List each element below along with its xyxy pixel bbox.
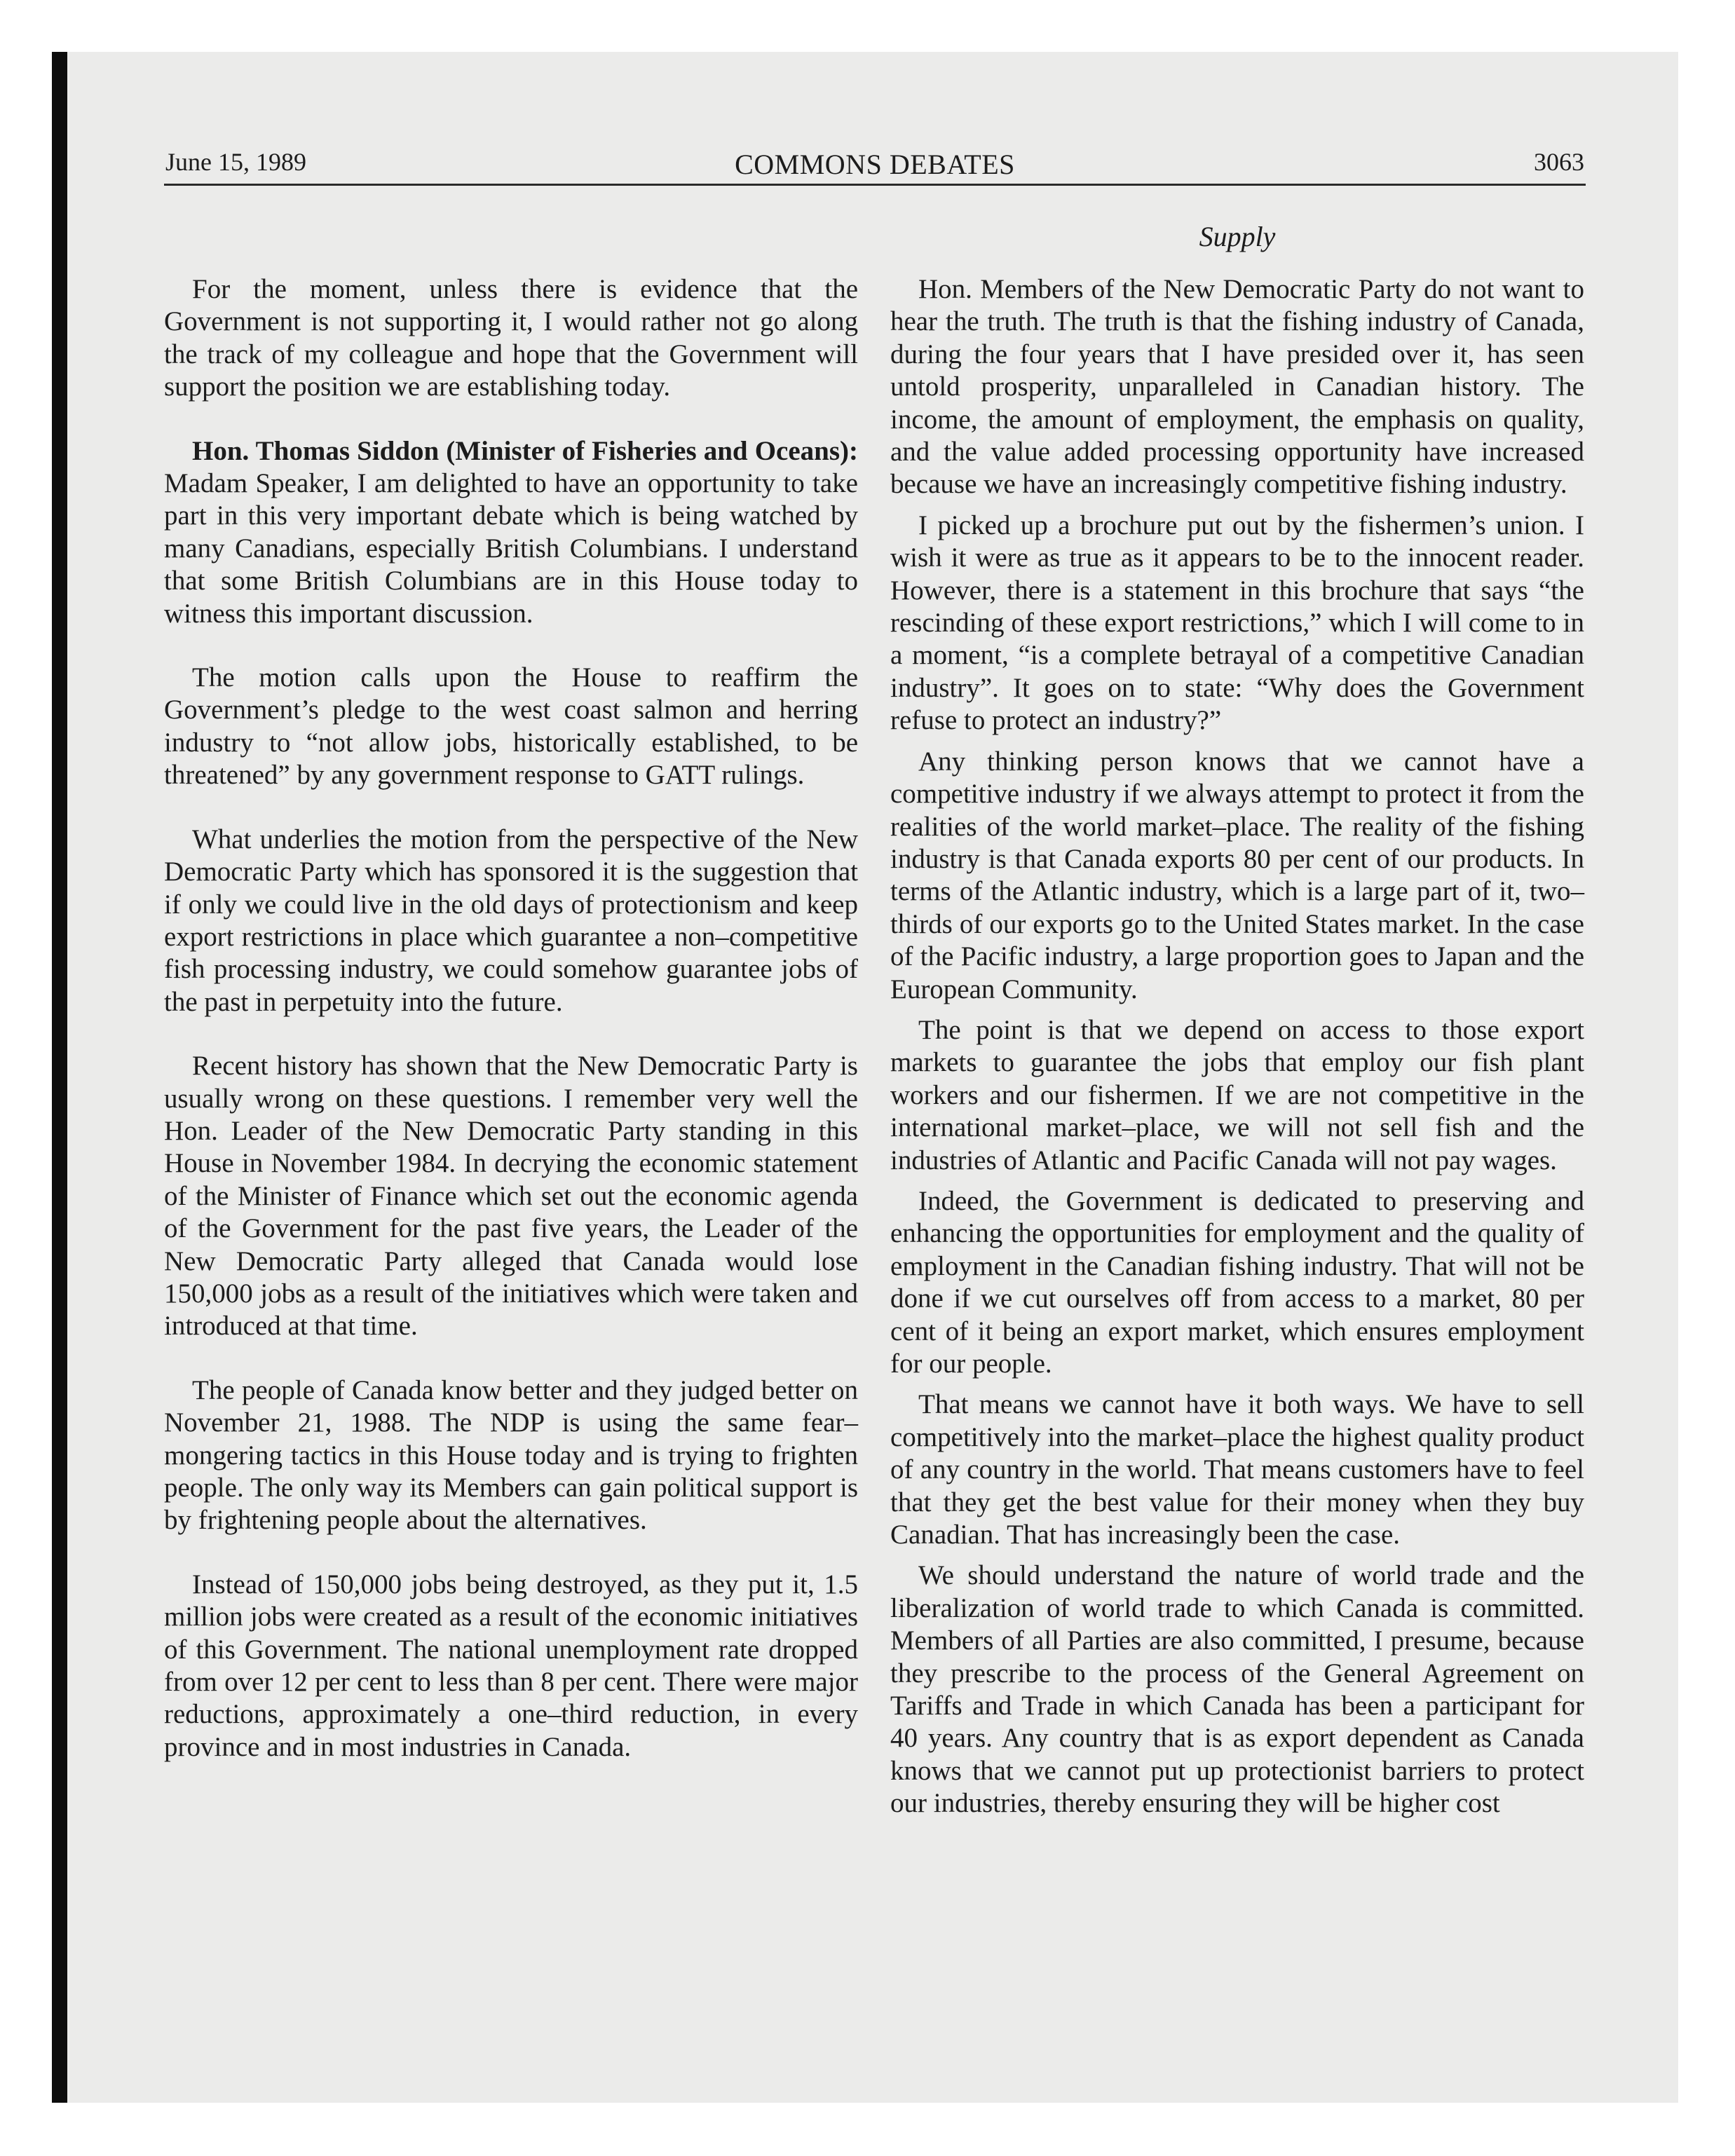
speech-text: Madam Speaker, I am delighted to have an opportunity to take part in this very important debate which is being watched by many Canadians, especially British Columbians. I understand that some British Columbians are in this House today to witness this important discussion. [164,468,858,629]
paragraph: Recent history has shown that the New Democratic Party is usually wrong on these questions. I remember very well the Hon. Leader of the New Democratic Party standing in this House in November 1984. In decrying the economic statement of the Minister of Finance which set out the economic agenda of the Government for the past five years, the Leader of the New Democratic Party alleged that Canada would lose 150,000 jobs as a result of the initiatives which were taken and introduced at that time. [164,1051,858,1342]
right-column [890,273,1584,1829]
paragraph: Any thinking person knows that we cannot have a competitive industry if we always attempt to protect it from the realities of the world market–place. The reality of the fishing industry is that Canada exports 80 per cent of our products. In terms of the Atlantic industry, which is a large part of it, two–thirds of our exports go to the United States market. In the case of the Pacific industry, a large proportion goes to Japan and the European Community. [890,746,1584,1004]
scan-edge-bar [52,52,67,2103]
header-date: June 15, 1989 [165,148,306,176]
paragraph: Indeed, the Government is dedicated to preserving and enhancing the opportunities for employment and the quality of employment in the Canadian fishing industry. That will not be done if we cut ourselves off from access to a market, 80 per cent of it being an export market, which ensures employment for our people. [890,1185,1584,1379]
speaker-name: Hon. Thomas Siddon (Minister of Fisheries and Oceans): [192,435,858,466]
page-header [165,139,1584,181]
speech-paragraph [164,435,858,630]
paragraph: The people of Canada know better and they judged better on November 21, 1988. The NDP is using the same fear–mongering tactics in this House today and is trying to frighten people. The only way its Members can gain political support is by frightening people about the alternatives. [164,1374,858,1536]
paragraph: Hon. Members of the New Democratic Party do not want to hear the truth. The truth is that the fishing industry of Canada, during the four years that I have presided over it, has seen untold prosperity, unparalleled in Canadian history. The income, the amount of employment, the emphasis on quality, and the value added processing opportunity have increased because we have an increasingly competitive fishing industry. [890,274,1584,500]
paragraph: We should understand the nature of world trade and the liberalization of world trade to which Canada is committed. Members of all Parties are also committed, I presume, because they prescribe to the process of the General Agreement on Tariffs and Trade in which Canada has been a participant for 40 years. Any country that is as export dependent as Canada knows that we cannot put up protectionist barriers to protect our industries, thereby ensuring they will be higher cost [890,1560,1584,1819]
paragraph: For the moment, unless there is evidence that the Government is not supporting it, I would rather not go along the track of my colleague and hope that the Government will support the position we are establishing today. [164,274,858,402]
paragraph: The point is that we depend on access to those export markets to guarantee the jobs that employ our fish plant workers and our fishermen. If we are not competitive in the international market–place, we will not sell fish and the industries of Atlantic and Pacific Canada will not pay wages. [890,1014,1584,1175]
section-title: Supply [1199,221,1276,252]
paragraph: Instead of 150,000 jobs being destroyed, as they put it, 1.5 million jobs were created as a result of the economic initiatives of this Government. The national unemployment rate dropped from over 12 per cent to less than 8 per cent. There were major reductions, approximately a one–third reduction, in every province and in most industries in Canada. [164,1569,858,1762]
header-rule [164,184,1586,186]
paragraph: That means we cannot have it both ways. We have to sell competitively into the market–place the highest quality product of any country in the world. That means customers have to feel that they get the best value for their money when they buy Canadian. That has increasingly been the case. [890,1389,1584,1550]
paragraph: I picked up a brochure put out by the fishermen’s union. I wish it were as true as it appears to be to the innocent reader. However, there is a statement in this brochure that says “the rescinding of these export restrictions,” which I will come to in a moment, “is a complete betrayal of a competitive Canadian industry”. It goes on to state: “Why does the Government refuse to protect an industry?” [890,510,1584,736]
paragraph: What underlies the motion from the perspective of the New Democratic Party which has sponsored it is the suggestion that if only we could live in the old days of protectionism and keep export restrictions in place which guarantee a non–competitive fish processing industry, we could somehow guarantee jobs of the past in perpetuity into the future. [164,824,858,1017]
left-column [164,273,858,1795]
page-number: 3063 [1534,148,1584,176]
header-title: COMMONS DEBATES [735,149,1015,180]
paragraph: The motion calls upon the House to reaffirm the Government’s pledge to the west coast salmon and herring industry to “not allow jobs, historically established, to be threatened” by any government response to GATT rulings. [164,662,858,791]
